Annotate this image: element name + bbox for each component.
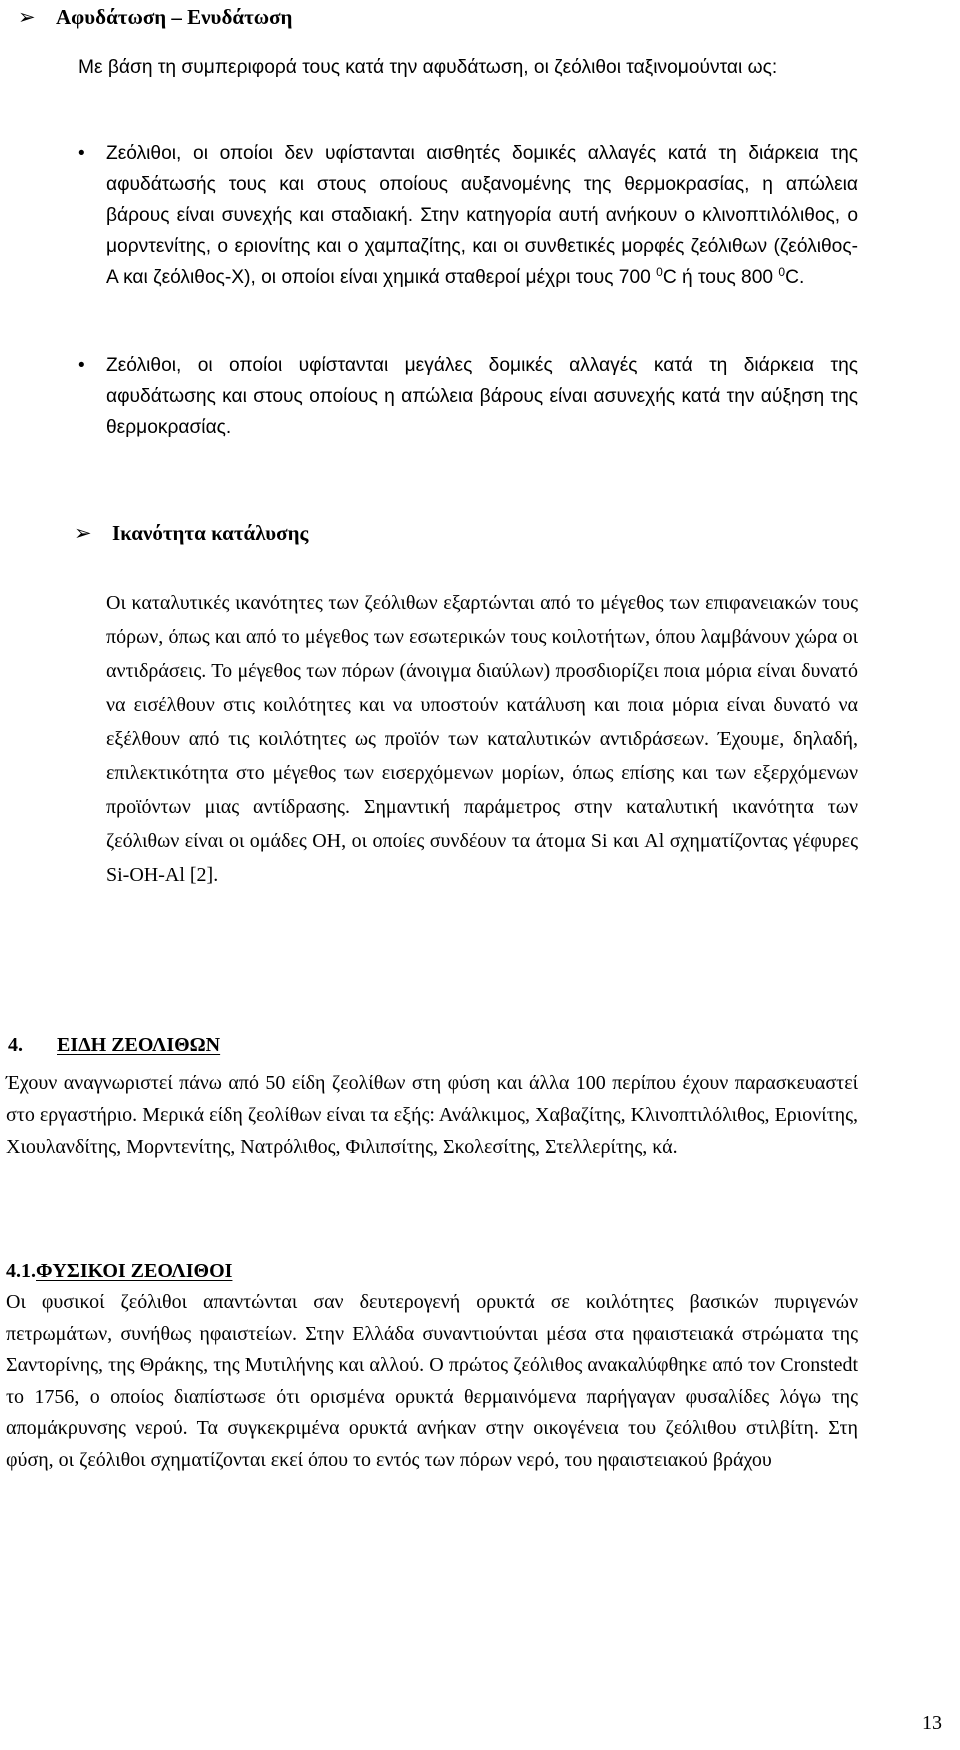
chapter-title: ΦΥΣΙΚΟΙ ΖΕΟΛΙΘΟΙ: [36, 1260, 233, 1282]
superscript: 0: [778, 265, 786, 279]
section-heading-catalysis: [74, 518, 308, 548]
list-item-text-main: Ζεόλιθοι, οι οποίοι δεν υφίστανται αισθητές δομικές αλλαγές κατά τη διάρκεια της αφυδάτωσής τους και στους οποίους αυξανομένης της θερμοκρασίας, η απώλεια βάρους είναι συνεχής και σταδιακή. Στην κατηγορία αυτή ανήκουν ο κλινοπτιλόλιθος, ο μορντενίτης, ο εριονίτης και ο χαμπαζίτης, και οι συνθετικές μορφές ζεόλιθων (ζεόλιθος-Α και ζεόλιθος-Χ), οι οποίοι είναι χημικά σταθεροί μέχρι τους 700: [106, 143, 858, 288]
chapter-heading-4: [8, 1030, 220, 1060]
catalysis-paragraph: Οι καταλυτικές ικανότητες των ζεόλιθων εξαρτώνται από το μέγεθος των επιφανειακών τους πόρων, όπως και από το μέγεθος των εσωτερικών τους κοιλοτήτων, όπου λαμβάνουν χώρα οι αντιδράσεις. Το μέγεθος των πόρων (άνοιγμα διαύλων) προσδιορίζει ποια μόρια είναι δυνατό να εισέλθουν στις κοιλότητες και να υποστούν κατάλυση και ποια μόρια είναι δυνατό να εξέλθουν από τις κοιλότητες ως προϊόν των καταλυτικών αντιδράσεων. Έχουμε, δηλαδή, επιλεκτικότητα στο μέγεθος των εισερχόμενων μορίων, όπως επίσης και των εξερχόμενων προϊόντων μιας αντίδρασης. Σημαντική παράμετρος στην καταλυτική ικανότητα των ζεόλιθων είναι οι ομάδες ΟΗ, οι οποίες συνδέουν τα άτομα Si και Al σχηματίζοντας γέφυρες Si-OH-Al [2].: [106, 592, 858, 886]
list-item-text-end: C.: [785, 267, 805, 288]
chapter-title: ΕΙΔΗ ΖΕΟΛΙΘΩΝ: [57, 1034, 221, 1056]
list-item-text: [106, 138, 858, 293]
bullet-icon: •: [78, 355, 85, 376]
intro-paragraph: Με βάση τη συμπεριφορά τους κατά την αφυδάτωση, οι ζεόλιθοι ταξινομούνται ως:: [78, 57, 778, 78]
list-item: [78, 350, 858, 443]
page-number: 13: [922, 1712, 942, 1734]
bullet-icon: •: [78, 143, 85, 164]
list-item-text: Ζεόλιθοι, οι οποίοι υφίστανται μεγάλες δομικές αλλαγές κατά τη διάρκεια της αφυδάτωσης και στους οποίους η απώλεια βάρους είναι ασυνεχής κατά την αύξηση της θερμοκρασίας.: [106, 355, 858, 438]
chapter4-paragraph: Έχουν αναγνωριστεί πάνω από 50 είδη ζεολίθων στη φύση και άλλα 100 περίπου έχουν παρασκευαστεί στο εργαστήριο. Μερικά είδη ζεολίθων είναι τα εξής: Ανάλκιμος, Χαβαζίτης, Κλινοπτιλόλιθος, Εριονίτης, Χιουλανδίτης, Μορντενίτης, Νατρόλιθος, Φιλιπσίτης, Σκολεσίτης, Στελλερίτης, κά.: [6, 1072, 858, 1158]
list-item: [78, 138, 858, 293]
arrow-bullet-icon: ➢: [18, 5, 36, 29]
section-title: Ικανότητα κατάλυσης: [112, 521, 309, 545]
arrow-bullet-icon: ➢: [74, 521, 92, 545]
section-heading-dehydration: [18, 2, 292, 32]
chapter-number: 4.1.: [6, 1260, 36, 1282]
section-title: Αφυδάτωση – Ενυδάτωση: [56, 5, 293, 29]
chapter-heading-4-1: [6, 1256, 232, 1286]
chapter-number: 4.: [8, 1034, 23, 1056]
chapter41-paragraph: Οι φυσικοί ζεόλιθοι απαντώνται σαν δευτερογενή ορυκτά σε κοιλότητες βασικών πυριγενών πετρωμάτων, συνήθως ηφαιστείων. Στην Ελλάδα συναντιούνται μέσα στα ηφαιστειακά στρώματα της Σαντορίνης, της Θράκης, της Μυτιλήνης και αλλού. Ο πρώτος ζεόλιθος ανακαλύφθηκε από τον Cronstedt το 1756, ο οποίος διαπίστωσε ότι ορισμένα ορυκτά θερμαινόμενα παρήγαγαν φυσαλίδες λόγω της απομάκρυνσης νερού. Τα συγκεκριμένα ορυκτά ανήκαν στην οικογένεια του ζεόλιθου στιλβίτη. Στη φύση, οι ζεόλιθοι σχηματίζονται εκεί όπου το εντός των πόρων νερό, του ηφαιστειακού βράχου: [6, 1291, 858, 1471]
superscript: 0: [656, 265, 663, 279]
list-item-text-mid: C ή τους 800: [662, 267, 779, 288]
